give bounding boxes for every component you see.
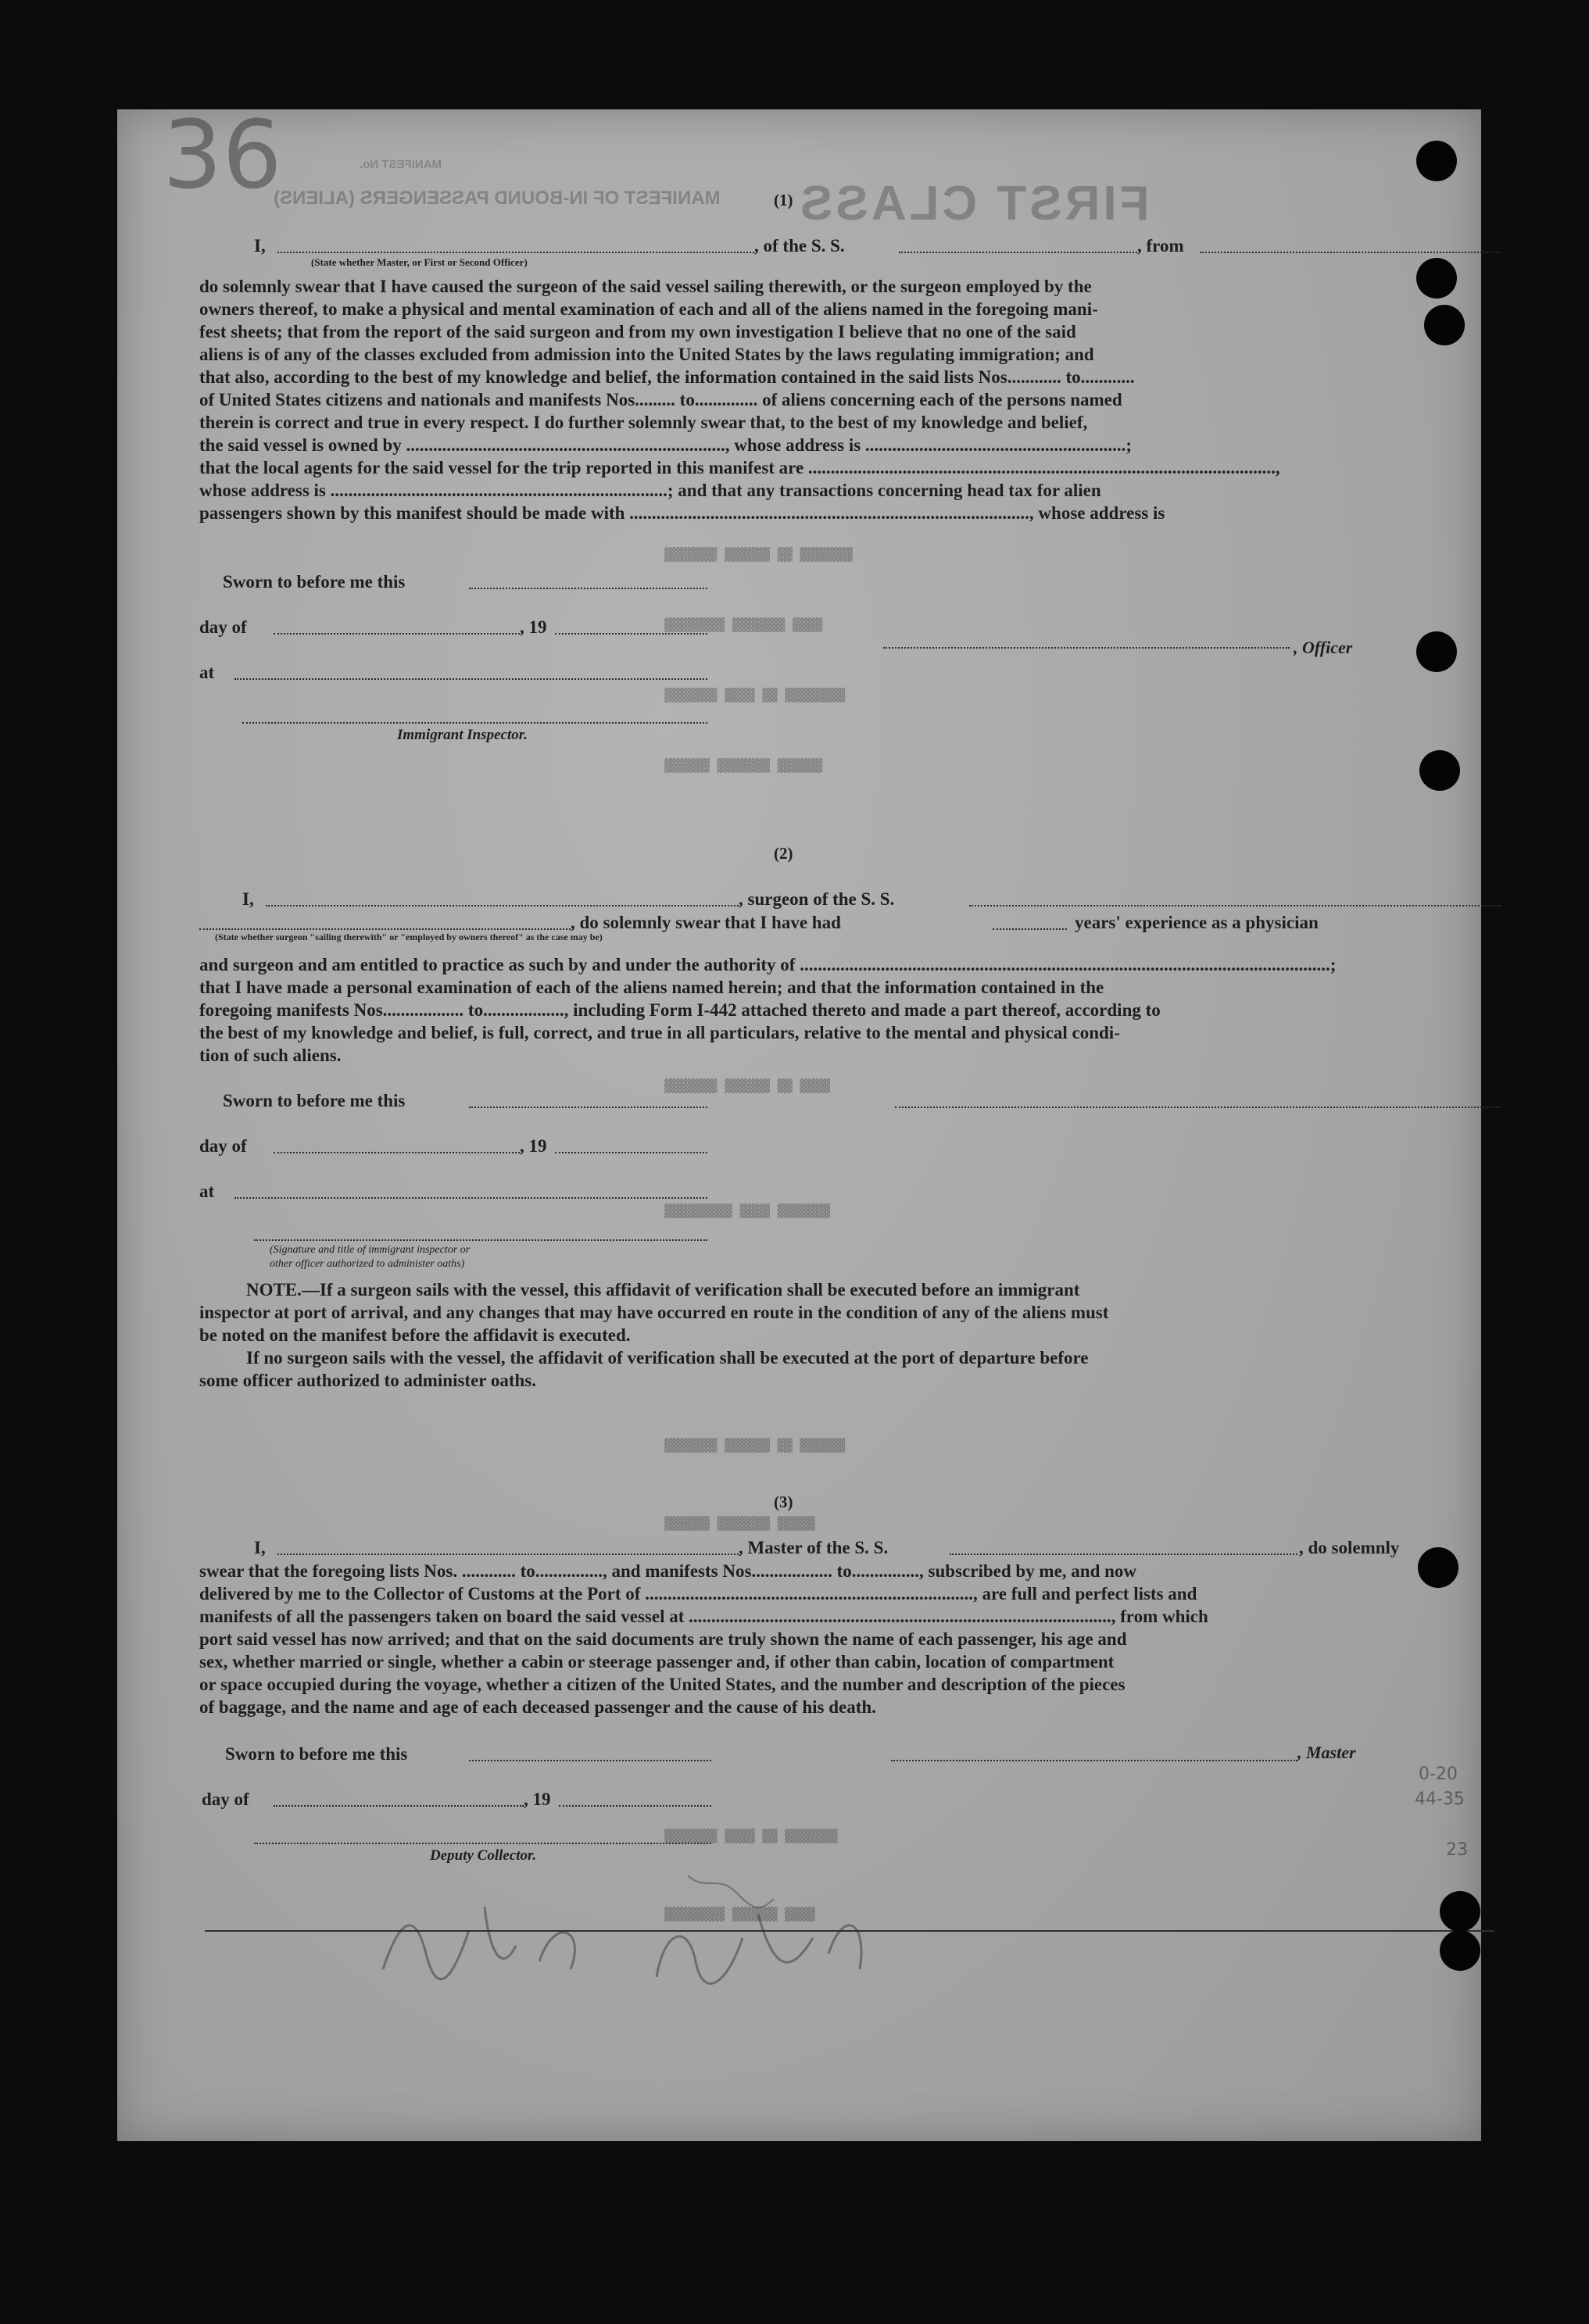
section-1-at: at (199, 663, 215, 682)
text-line: the best of my knowledge and belief, is full, correct, and true in all particulars, relative to the mental and physical condi- (199, 1023, 1120, 1042)
text-line: inspector at port of arrival, and any changes that may have occurred en route in the condition of any of the aliens must (199, 1303, 1109, 1322)
day-of-field[interactable] (274, 1152, 520, 1153)
surgeon-vessel-field[interactable] (969, 905, 1501, 906)
sworn-date-field[interactable] (469, 588, 707, 589)
inspector-signature-field[interactable] (242, 722, 707, 724)
signature-note-line-2: other officer authorized to administer oaths) (270, 1258, 465, 1270)
manifest-title-ghost: MANIFEST OF IN-BOUND PASSENGERS (ALIENS) (274, 188, 721, 209)
section-2-state-note: (State whether surgeon "sailing therewith" or "employed by owners thereof" as the case may be) (215, 931, 603, 942)
text-line: do solemnly swear that I have caused the surgeon of the said vessel sailing therewith, or the surgeon employed by the (199, 277, 1092, 296)
year-field[interactable] (555, 633, 707, 635)
officer-label: , Officer (1294, 638, 1353, 657)
section-1-number: (1) (774, 191, 793, 209)
text-line: passengers shown by this manifest should be made with ........................................................................................., whose address is (199, 503, 1165, 523)
text-line: and surgeon and am entitled to practice as such by and under the authority of ......................................................................................................................; (199, 955, 1337, 974)
text-line: NOTE.—If a surgeon sails with the vessel, this affidavit of verification shall be executed before an immigrant (246, 1280, 1080, 1300)
punch-hole (1416, 141, 1457, 181)
day-of-field[interactable] (274, 633, 520, 635)
section-2-i: I, (242, 889, 254, 909)
text-line: that the local agents for the said vessel for the trip reported in this manifest are ........................................................................................................, (199, 458, 1280, 477)
section-2-day-of: day of (199, 1136, 247, 1156)
section-2-number: (2) (774, 844, 793, 863)
text-line: swear that the foregoing lists Nos. ............ to..............., and manifests Nos.................. to..............., subscribed by me, and now (199, 1561, 1137, 1581)
master-name-field[interactable] (277, 252, 754, 253)
text-line: some officer authorized to administer oaths. (199, 1371, 536, 1390)
section-1-of-ss: , of the S. S. (754, 236, 845, 256)
note-label: NOTE. (246, 1280, 302, 1300)
section-1-from: , from (1137, 236, 1184, 256)
punch-hole (1418, 1547, 1458, 1588)
text-line: or space occupied during the voyage, whether a citizen of the United States, and the number and description of the pieces (199, 1675, 1126, 1694)
master-name-field[interactable] (277, 1554, 739, 1555)
section-2-surgeon-of: , surgeon of the S. S. (739, 889, 895, 909)
section-3-year: , 19 (524, 1789, 551, 1809)
section-2-sworn: Sworn to before me this (223, 1091, 406, 1110)
year-field[interactable] (559, 1805, 711, 1807)
collector-signature-field[interactable] (254, 1843, 711, 1844)
section-1-i: I, (254, 236, 266, 256)
section-2-at: at (199, 1182, 215, 1201)
at-place-field[interactable] (234, 678, 707, 680)
margin-note: 23 (1446, 1840, 1468, 1860)
show-through-row: ▓▓▓▓▓▓ ▓▓▓▓▓▓▓ ▓▓▓▓▓▓ (664, 758, 823, 773)
show-through-row: ▓▓▓▓▓▓▓ ▓▓▓▓ ▓▓ ▓▓▓▓▓▓▓ (664, 1829, 838, 1843)
deputy-collector-label: Deputy Collector. (430, 1847, 537, 1864)
immigrant-inspector-label: Immigrant Inspector. (397, 727, 528, 743)
text-line: be noted on the manifest before the affidavit is executed. (199, 1325, 631, 1345)
text-line: of baggage, and the name and age of each deceased passenger and the cause of his death. (199, 1697, 876, 1717)
section-2-do-solemnly: , do solemnly swear that I have had (571, 913, 841, 932)
section-3-do-solemnly: , do solemnly (1299, 1538, 1400, 1557)
at-place-field[interactable] (234, 1197, 707, 1199)
section-2-years-experience: years' experience as a physician (1075, 913, 1319, 932)
master-vessel-field[interactable] (950, 1554, 1297, 1555)
section-3-master-of: , Master of the S. S. (739, 1538, 889, 1557)
punch-hole (1419, 750, 1460, 791)
surgeon-name-field[interactable] (266, 905, 739, 906)
show-through-row: ▓▓▓▓▓▓▓ ▓▓▓▓▓▓ ▓▓ ▓▓▓▓▓▓▓ (664, 547, 853, 562)
text-line: the said vessel is owned by ......................................................................., whose address is ..........................................................; (199, 435, 1133, 455)
surgeon-type-field[interactable] (199, 928, 571, 930)
punch-hole (1440, 1891, 1480, 1932)
vessel-name-field[interactable] (899, 252, 1137, 253)
text-line: foregoing manifests Nos.................. to.................., including Form I-442 attached thereto and made a part thereof, according to (199, 1000, 1161, 1020)
margin-note: 0-20 (1419, 1764, 1458, 1784)
show-through-row: ▓▓▓▓▓▓▓▓▓ ▓▓▓▓ ▓▓▓▓▓▓▓ (664, 1203, 830, 1218)
text-line: therein is correct and true in every respect. I do further solemnly swear that, to the best of my knowledge and belief, (199, 413, 1088, 432)
text-line: tion of such aliens. (199, 1046, 342, 1065)
section-1-day-of: day of (199, 617, 247, 637)
text-line: fest sheets; that from the report of the said surgeon and from my own investigation I believe that no one of the said (199, 322, 1076, 341)
text-line: whose address is ...........................................................................; and that any transactions concerning head tax for alien (199, 481, 1101, 500)
officer-signature-field[interactable] (254, 1239, 707, 1241)
text-line: If no surgeon sails with the vessel, the affidavit of verification shall be executed at the port of departure before (246, 1348, 1089, 1368)
years-experience-field[interactable] (993, 928, 1067, 930)
punch-hole (1416, 631, 1457, 672)
text-line: sex, whether married or single, whether a cabin or steerage passenger and, if other than cabin, location of compartment (199, 1652, 1115, 1671)
text-line: that I have made a personal examination of each of the aliens named herein; and that the information contained in the (199, 978, 1104, 997)
show-through-row: ▓▓▓▓▓▓▓ ▓▓▓▓▓▓ ▓▓ ▓▓▓▓ (664, 1078, 830, 1093)
section-2-year: , 19 (520, 1136, 547, 1156)
section-1-state-note: (State whether Master, or First or Second Officer) (311, 256, 528, 268)
punch-hole (1440, 1930, 1480, 1971)
show-through-row: ▓▓▓▓▓▓▓▓ ▓▓▓▓▓▓ ▓▓▓▓ (664, 1907, 815, 1922)
section-2-note (199, 1278, 1505, 1392)
text-line: delivered by me to the Collector of Customs at the Port of ........................................................................., are full and perfect lists and (199, 1584, 1197, 1604)
section-2-body (199, 953, 1505, 1067)
section-1-sworn: Sworn to before me this (223, 572, 406, 592)
officer-signature-field[interactable] (883, 647, 1290, 649)
day-of-field[interactable] (274, 1805, 524, 1807)
text-line: manifests of all the passengers taken on board the said vessel at .............................................................................................., from which (199, 1607, 1208, 1626)
text-line: port said vessel has now arrived; and that on the said documents are truly shown the name of each passenger, his age and (199, 1629, 1127, 1649)
section-3-body (199, 1560, 1505, 1718)
show-through-row: ▓▓▓▓▓▓▓ ▓▓▓▓▓▓ ▓▓ ▓▓▓▓▓▓ (664, 1438, 846, 1453)
section-1-year: , 19 (520, 617, 547, 637)
section-3-sworn: Sworn to before me this (225, 1744, 408, 1764)
master-signature-field[interactable] (891, 1760, 1297, 1761)
show-through-row: ▓▓▓▓▓▓▓ ▓▓▓▓ ▓▓ ▓▓▓▓▓▓▓▓ (664, 688, 846, 703)
text-line: of United States citizens and nationals and manifests Nos......... to.............. of aliens concerning each of the persons named (199, 390, 1122, 409)
signature-note-line-1: (Signature and title of immigrant inspector or (270, 1244, 471, 1256)
margin-note: 44-35 (1415, 1789, 1465, 1809)
text-line: owners thereof, to make a physical and mental examination of each and all of the aliens named in the foregoing mani- (199, 299, 1098, 319)
departure-port-field[interactable] (1200, 252, 1501, 253)
surgeon-signature-field[interactable] (895, 1107, 1501, 1108)
stamp-number: 36 (163, 102, 282, 210)
show-through-row: ▓▓▓▓▓▓ ▓▓▓▓▓▓▓ ▓▓▓▓▓ (664, 1516, 815, 1531)
section-1-body (199, 275, 1505, 524)
section-3-i: I, (254, 1538, 266, 1557)
text-line: that also, according to the best of my knowledge and belief, the information contained in the said lists Nos............ to............ (199, 367, 1135, 387)
show-through-row: ▓▓▓▓▓▓▓▓ ▓▓▓▓▓▓▓ ▓▓▓▓ (664, 617, 823, 632)
document-page (117, 102, 1481, 2141)
punch-hole (1424, 305, 1465, 345)
manifest-no-ghost: MANIFEST No. (360, 158, 442, 171)
text-line: aliens is of any of the classes excluded from admission into the United States by the laws regulating immigration; and (199, 345, 1094, 364)
first-class-ghost: FIRST CLASS (797, 177, 1150, 231)
year-field[interactable] (555, 1152, 707, 1153)
sworn-date-field[interactable] (469, 1107, 707, 1108)
master-label: , Master (1297, 1743, 1356, 1762)
section-3-number: (3) (774, 1493, 793, 1511)
section-3-day-of: day of (202, 1789, 249, 1809)
sworn-date-field[interactable] (469, 1760, 711, 1761)
punch-hole (1416, 258, 1457, 299)
handwritten-signature (352, 1860, 899, 2016)
